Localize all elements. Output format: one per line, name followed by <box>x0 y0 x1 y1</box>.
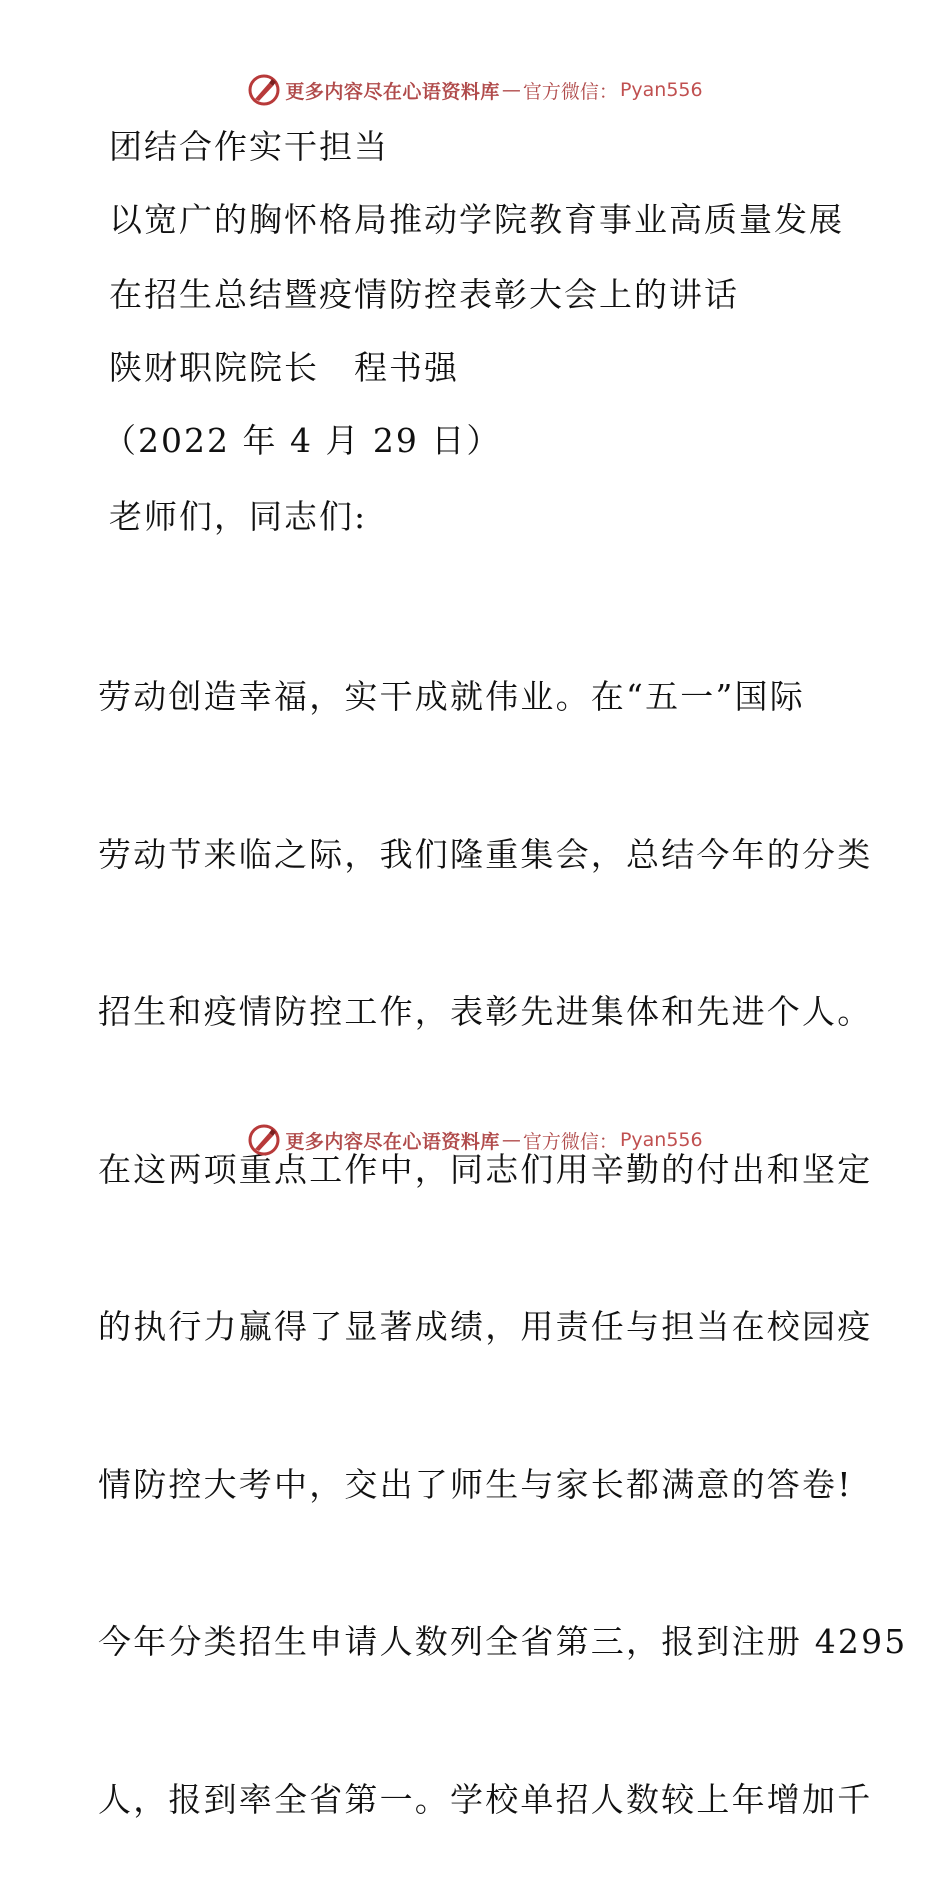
document-salutation: 老师们，同志们: <box>109 497 368 536</box>
document-speaker: 陕财职院院长 程书强 <box>109 348 459 387</box>
watermark-wechat-id: Pyan556 <box>619 1129 703 1151</box>
watermark-text: 更多内容尽在心语资料库 <box>285 80 500 103</box>
paragraph-line: 人，报到率全省第一。学校单招人数较上年增加千 <box>98 1779 873 1819</box>
paragraph-line: 的执行力赢得了显著成绩，用责任与担当在校园疫 <box>98 1307 873 1346</box>
document-title-line-2: 以宽广的胸怀格局推动学院教育事业高质量发展 <box>109 200 844 239</box>
footer-watermark <box>0 1120 950 1160</box>
paragraph-line: 招生和疫情防控工作，表彰先进集体和先进个人。 <box>98 992 873 1031</box>
paragraph-line: 在这两项重点工作中，同志们用辛勤的付出和坚定 <box>98 1149 873 1189</box>
paragraph-line: 劳动创造幸福，实干成就伟业。在“五一”国际 <box>98 677 805 716</box>
paragraph-line: 劳动节来临之际，我们隆重集会，总结今年的分类 <box>98 834 873 874</box>
pen-logo-icon <box>247 73 281 107</box>
watermark-text: 更多内容尽在心语资料库 <box>285 1130 500 1153</box>
document-title-line-1: 团结合作实干担当 <box>109 127 389 166</box>
document-date: （2022 年 4 月 29 日） <box>103 421 502 460</box>
header-watermark <box>0 70 950 110</box>
watermark-wechat-id: Pyan556 <box>619 79 703 101</box>
pen-logo-icon <box>247 1123 281 1157</box>
paragraph-line: 情防控大考中，交出了师生与家长都满意的答卷! <box>98 1464 853 1504</box>
watermark-separator: — <box>501 79 521 101</box>
document-paragraph <box>98 566 908 1879</box>
watermark-wechat-label: 官方微信： <box>522 1130 618 1153</box>
paragraph-line: 今年分类招生申请人数列全省第三，报到注册 4295 <box>98 1622 908 1661</box>
document-title-line-3: 在招生总结暨疫情防控表彰大会上的讲话 <box>109 275 739 314</box>
watermark-separator: — <box>501 1129 521 1151</box>
watermark-wechat-label: 官方微信： <box>522 80 618 103</box>
